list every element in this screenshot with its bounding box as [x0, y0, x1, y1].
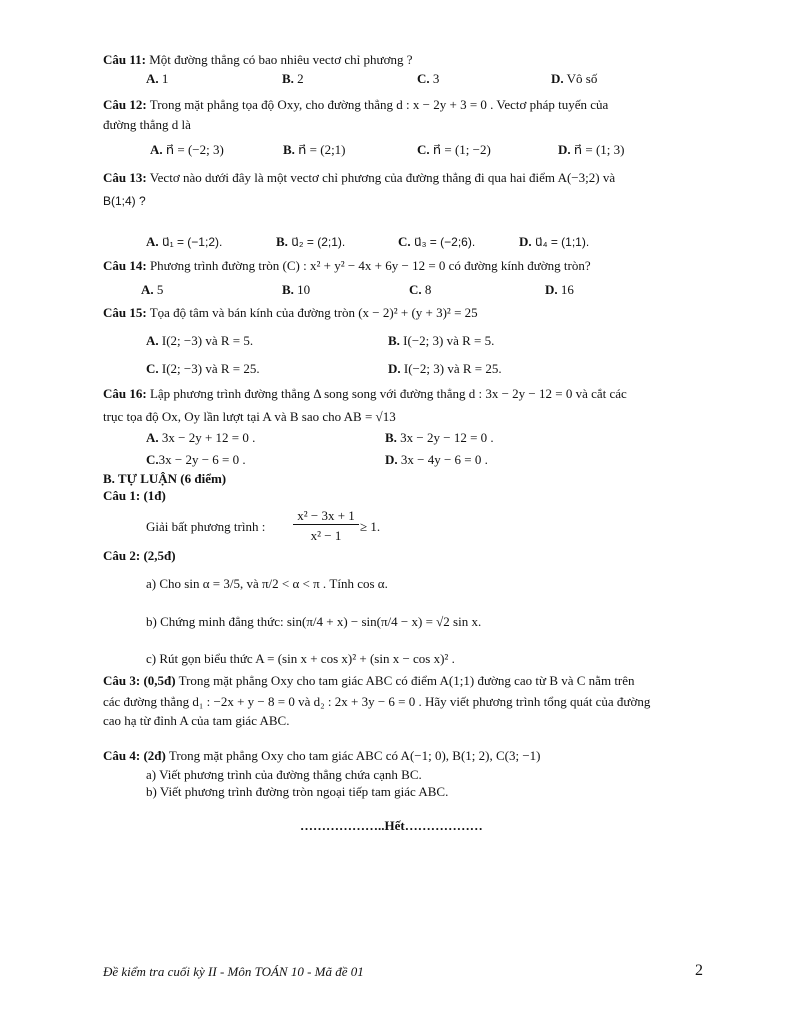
end-marker: ………………..Hết………………: [300, 818, 483, 833]
footer-text: Đề kiểm tra cuối kỳ II - Môn TOÁN 10 - Mã đề 01: [103, 964, 364, 979]
q15-option-d: D. I(−2; 3) và R = 25.: [388, 361, 502, 376]
essay-1-label: Câu 1: (1đ): [103, 488, 166, 503]
essay-1-prompt: Giải bất phương trình :: [146, 519, 266, 534]
q14-option-b: B. 10: [282, 282, 311, 297]
q12-stem: Câu 12: Trong mặt phẳng tọa độ Oxy, cho đường thẳng d : x − 2y + 3 = 0 . Vectơ pháp tuyến của: [103, 97, 609, 112]
q11-option-a: A. 1: [146, 71, 169, 86]
essay-3-line1: Câu 3: (0,5đ) Trong mặt phẳng Oxy cho tam giác ABC có điểm A(1;1) đường cao từ B và C nằm trên: [103, 673, 635, 688]
q14-stem: Câu 14: Phương trình đường tròn (C) : x² + y² − 4x + 6y − 12 = 0 có đường kính đường tròn?: [103, 258, 591, 273]
q16-option-a: A. 3x − 2y + 12 = 0 .: [146, 430, 256, 445]
essay-2b: b) Chứng minh đẳng thức: sin(π/4 + x) − sin(π/4 − x) = √2 sin x.: [146, 614, 482, 629]
q12-option-d: D. n⃗ = (1; 3): [558, 142, 625, 157]
essay-2c: c) Rút gọn biểu thức A = (sin x + cos x)² + (sin x − cos x)² .: [146, 651, 455, 666]
essay-1-numerator: x² − 3x + 1: [293, 508, 359, 525]
q16-option-c: C.3x − 2y − 6 = 0 .: [146, 452, 246, 467]
q15-option-b: B. I(−2; 3) và R = 5.: [388, 333, 495, 348]
q13-stem: Câu 13: Vectơ nào dưới đây là một vectơ chỉ phương của đường thẳng đi qua hai điểm A(−3;2) và: [103, 170, 616, 185]
q12-option-a: A. n⃗ = (−2; 3): [150, 142, 224, 157]
q11-option-d: D. Vô số: [551, 71, 598, 86]
essay-2-label: Câu 2: (2,5đ): [103, 548, 176, 563]
q13-option-d: D. u⃗₄ = (1;1).: [519, 234, 590, 249]
essay-1-denominator: x² − 1: [310, 528, 342, 543]
q13-option-a: A. u⃗₁ = (−1;2).: [146, 234, 223, 249]
q16-option-b: B. 3x − 2y − 12 = 0 .: [385, 430, 494, 445]
q13-option-b: B. u⃗₂ = (2;1).: [276, 234, 346, 249]
essay-3-line3: cao hạ từ đỉnh A của tam giác ABC.: [103, 713, 290, 728]
q16-stem-cont: trục tọa độ Ox, Oy lần lượt tại A và B sao cho AB = √13: [103, 409, 396, 424]
q11-option-c: C. 3: [417, 71, 440, 86]
q14-option-d: D. 16: [545, 282, 574, 297]
q12-option-b: B. n⃗ = (2;1): [283, 142, 346, 157]
q14-option-c: C. 8: [409, 282, 432, 297]
essay-1-tail: ≥ 1.: [360, 519, 381, 534]
q15-option-c: C. I(2; −3) và R = 25.: [146, 361, 260, 376]
essay-4a: a) Viết phương trình của đường thẳng chứa cạnh BC.: [146, 767, 422, 782]
q12-stem-cont: đường thẳng d là: [103, 117, 191, 132]
q16-stem: Câu 16: Lập phương trình đường thẳng Δ song song với đường thẳng d : 3x − 2y − 12 = 0 và cắt các: [103, 386, 627, 401]
q11-stem: Câu 11: Một đường thẳng có bao nhiêu vectơ chỉ phương ?: [103, 52, 413, 67]
essay-3-line2: các đường thẳng d₁ : −2x + y − 8 = 0 và d₂ : 2x + 3y − 6 = 0 . Hãy viết phương trình tổng quát của đường: [103, 694, 651, 709]
q16-option-d: D. 3x − 4y − 6 = 0 .: [385, 452, 488, 467]
q13-option-c: C. u⃗₃ = (−2;6).: [398, 234, 476, 249]
q12-option-c: C. n⃗ = (1; −2): [417, 142, 491, 157]
essay-4b: b) Viết phương trình đường tròn ngoại tiếp tam giác ABC.: [146, 784, 449, 799]
page-number: 2: [695, 962, 703, 979]
q14-option-a: A. 5: [141, 282, 164, 297]
q11-option-b: B. 2: [282, 71, 304, 86]
q13-stem-cont: B(1;4) ?: [103, 194, 146, 208]
q15-stem: Câu 15: Tọa độ tâm và bán kính của đường tròn (x − 2)² + (y + 3)² = 25: [103, 305, 478, 320]
essay-4-line1: Câu 4: (2đ) Trong mặt phẳng Oxy cho tam giác ABC có A(−1; 0), B(1; 2), C(3; −1): [103, 748, 541, 763]
q15-option-a: A. I(2; −3) và R = 5.: [146, 333, 254, 348]
part-b-title: B. TỰ LUẬN (6 điểm): [103, 471, 227, 486]
essay-2a: a) Cho sin α = 3/5, và π/2 < α < π . Tính cos α.: [146, 576, 388, 591]
